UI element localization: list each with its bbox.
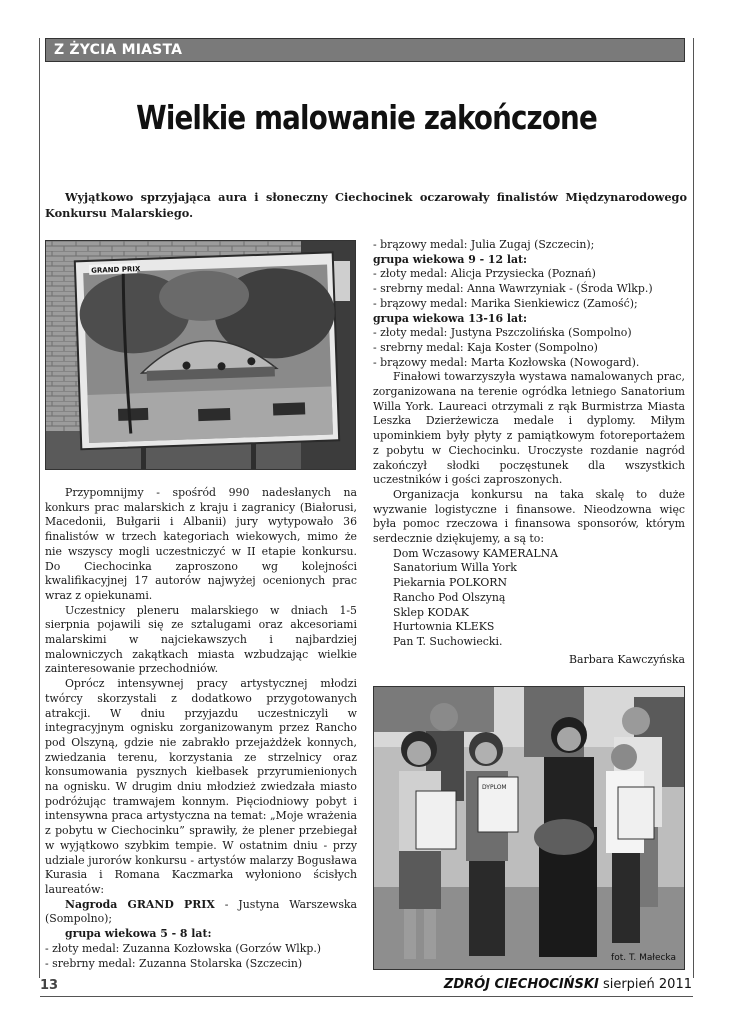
paragraph: Oprócz intensywnej pracy artystycznej młodzi twórcy skorzystali z dodatkowo przygotowanych atrakcji. W dniu przyjazdu uczestniczyli w integracyjnym ognisku zorganizowanym przez Rancho pod Olszyną, gdzie nie zabrakło przejażdżek konnych, zwiedzania terenu, korzystania ze strzelnicy oraz konsumowania pysznych kiełbasek przyrumienionych na ognisku. W drugim dniu młodzież zwiedzała miasto podróżując tramwajem konnym. Pięciodniowy pobyt i intensywna praca artystyczna na temat: „Moje wrażenia z pobytu w Ciechocinku” sprawiły, że plener przebiegał w wyjątkowo szybkim tempie. W ostatnim dniu - przy udziale jurorów konkursu - artystów malarzy Bogusława Kurasia i Romana Kaczmarka wyłoniono ścisłych laureatów:	[45, 677, 357, 896]
footer-brand	[444, 977, 692, 992]
award-line: - srebrny medal: Kaja Koster (Sompolno)	[373, 340, 598, 354]
age-group-heading: grupa wiekowa 9 - 12 lat:	[373, 252, 528, 266]
painting-photo	[45, 240, 356, 470]
award-line: - brązowy medal: Marika Sienkiewicz (Zamość);	[373, 296, 638, 310]
grand-prix-label: Nagroda GRAND PRIX	[65, 897, 215, 911]
magazine-name: ZDRÓJ CIECHOCIŃSKI	[443, 977, 599, 992]
paragraph: Finałowi towarzyszyła wystawa namalowanych prac, zorganizowana na terenie ogródka letniego Sanatorium Willa York. Laureaci otrzymali z rąk Burmistrza Miasta Leszka Dzierżewicza medale i dyplomy. Miłym upominkiem były płyty z pamiątkowym fotoreportażem z pobytu w Ciechocinku. Uroczyste rozdanie nagród zakończył słodki poczęstunek dla wszystkich uczestników i gości zaproszonych.	[373, 370, 685, 487]
page-number: 13	[40, 978, 59, 993]
grand-prix-winner: - Justyna Warszewska (Sompolno);	[45, 897, 357, 926]
award-line: - srebrny medal: Anna Wawrzyniak - (Środa Wlkp.)	[373, 282, 653, 296]
sponsor-item: Piekarnia POLKORN	[393, 576, 507, 590]
grand-prix-line	[45, 898, 357, 927]
frame-left-rule	[39, 38, 40, 978]
footer-rule	[40, 996, 693, 997]
award-line: - brązowy medal: Marta Kozłowska (Nowogard).	[373, 355, 640, 369]
sponsor-item: Hurtownia KLEKS	[393, 620, 495, 634]
award-line: - złoty medal: Alicja Przysiecka (Poznań)	[373, 267, 596, 281]
sponsor-item: Sanatorium Willa York	[393, 561, 517, 575]
left-column	[45, 486, 357, 971]
award-line: - srebrny medal: Zuzanna Stolarska (Szczecin)	[45, 956, 303, 970]
award-line: - złoty medal: Zuzanna Kozłowska (Gorzów Wlkp.)	[45, 941, 322, 955]
section-label: Z ŻYCIA MIASTA	[54, 42, 183, 58]
diploma-text: DYPLOM	[482, 784, 507, 791]
sponsor-item: Sklep KODAK	[393, 605, 469, 619]
painting-illustration	[46, 241, 356, 470]
paragraph: Organizacja konkursu na taka skalę to duże wyzwanie logistyczne i finansowe. Nieodzowna więc była pomoc rzeczowa i finansowa sponsorów, którym serdecznie dziękujemy, a są to:	[373, 487, 685, 546]
photo-credit: fot. T. Małecka	[611, 953, 676, 963]
article-lead: Wyjątkowo sprzyjająca aura i słoneczny Ciechocinek oczarowały finalistów Międzynarodowego Konkursu Malarskiego.	[45, 190, 687, 220]
right-column	[373, 238, 685, 667]
paragraph: Przypomnijmy - spośród 990 nadesłanych na konkurs prac malarskich z kraju i zagranicy (Białorusi, Macedonii, Bułgarii i Albanii) jury wytypowało 36 finalistów w trzech kategoriach wiekowych, mimo że nie wszyscy mogli uczestniczyć w II etapie konkursu. Do Ciechocinka zaproszono wg kolejności kwalifikacyjnej 17 autorów najwyżej ocenionych prac wraz z opiekunami.	[45, 486, 357, 602]
article-title: Wielkie malowanie zakończone	[136, 98, 597, 137]
sponsor-item: Dom Wczasowy KAMERALNA	[393, 546, 559, 560]
sponsor-item: Rancho Pod Olszyną	[393, 590, 506, 604]
paragraph: Uczestnicy pleneru malarskiego w dniach 1-5 sierpnia pojawili się ze sztalugami oraz akcesoriami malarskimi w najciekawszych i najbardziej malowniczych zakątkach miasta wzbudzając wielkie zainteresowanie przechodniów.	[45, 603, 357, 676]
age-group-heading: grupa wiekowa 13-16 lat:	[373, 311, 528, 325]
laureates-photo	[373, 686, 685, 970]
laureates-illustration	[374, 687, 685, 970]
issue-date: sierpień 2011	[602, 977, 692, 992]
award-line: - brązowy medal: Julia Zugaj (Szczecin);	[373, 238, 595, 251]
article-author: Barbara Kawczyńska	[569, 652, 685, 666]
frame-right-rule	[693, 38, 694, 978]
section-header	[45, 38, 685, 62]
grand-prix-sign: GRAND PRIX	[90, 265, 141, 275]
sponsor-item: Pan T. Suchowiecki.	[393, 634, 503, 648]
age-group-heading: grupa wiekowa 5 - 8 lat:	[65, 927, 212, 941]
award-line: - złoty medal: Justyna Pszczolińska (Sompolno)	[373, 326, 632, 340]
